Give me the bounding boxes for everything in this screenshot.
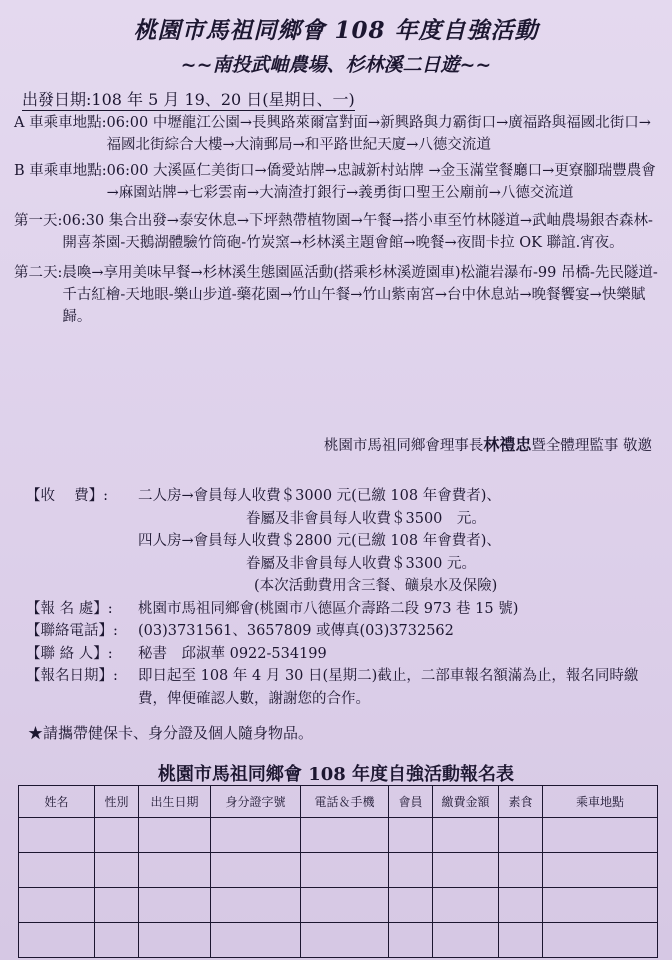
table-row[interactable]	[19, 923, 658, 958]
col-name: 姓名	[19, 786, 95, 818]
col-member: 會員	[389, 786, 433, 818]
table-cell[interactable]	[433, 888, 499, 923]
table-cell[interactable]	[301, 853, 389, 888]
table-cell[interactable]	[543, 853, 658, 888]
bus-b-route: 06:00 大溪區仁美街口→僑愛站牌→忠誠新村站牌 →金玉滿堂餐廳口→更寮腳瑞豐農會→麻園站牌→七彩雲南→大湳渣打銀行→義勇街口聖王公廟前→八德交流道	[106, 163, 656, 201]
table-cell[interactable]	[19, 923, 95, 958]
table-cell[interactable]	[499, 888, 543, 923]
table-cell[interactable]	[19, 818, 95, 853]
fees-row	[26, 485, 666, 508]
departure-date: 出發日期:108 年 5 月 19、20 日(星期日、一)	[22, 90, 355, 109]
itinerary-section	[14, 112, 664, 328]
table-cell[interactable]	[301, 923, 389, 958]
day2-block	[14, 262, 664, 328]
reg-date-label: 【報名日期】:	[26, 668, 118, 684]
table-cell[interactable]	[139, 853, 211, 888]
table-cell[interactable]	[389, 888, 433, 923]
day1-label: 第一天:	[14, 213, 63, 229]
fees-label: 【收 費】:	[26, 488, 108, 504]
table-cell[interactable]	[211, 923, 301, 958]
form-title: 桃園市馬祖同鄉會 108 年度自強活動報名表	[157, 764, 515, 785]
signup-table	[18, 785, 658, 958]
table-cell[interactable]	[95, 818, 139, 853]
table-cell[interactable]	[389, 853, 433, 888]
col-phone: 電話＆手機	[301, 786, 389, 818]
table-cell[interactable]	[19, 888, 95, 923]
col-birthdate: 出生日期	[139, 786, 211, 818]
col-id-number: 身分證字號	[211, 786, 301, 818]
day1-text: 06:30 集合出發→泰安休息→下坪熱帶植物園→午餐→搭小車至竹林隧道→武岫農場銀杏森林-開喜茶園-天鵝湖體驗竹筒砲-竹炭窯→杉林溪主題會館→晚餐→夜間卡拉 OK 聯誼.宵夜。	[62, 213, 653, 251]
table-cell[interactable]	[433, 853, 499, 888]
bus-b-block	[14, 160, 664, 204]
table-cell[interactable]	[499, 853, 543, 888]
table-cell[interactable]	[433, 818, 499, 853]
col-gender: 性別	[95, 786, 139, 818]
table-cell[interactable]	[95, 888, 139, 923]
table-cell[interactable]	[211, 888, 301, 923]
table-cell[interactable]	[499, 923, 543, 958]
reg-date-row	[26, 665, 666, 710]
table-cell[interactable]	[139, 888, 211, 923]
table-row[interactable]	[19, 818, 658, 853]
day1-block	[14, 210, 664, 254]
contact-row	[26, 643, 666, 666]
table-cell[interactable]	[19, 853, 95, 888]
fees-line-2: 眷屬及非會員每人收費＄3500 元。	[246, 510, 486, 527]
bus-a-block	[14, 112, 664, 156]
table-cell[interactable]	[389, 818, 433, 853]
signature-line	[324, 432, 652, 455]
table-cell[interactable]	[211, 818, 301, 853]
fees-line-3: 四人房→會員每人收費＄2800 元(已繳 108 年會費者)、	[138, 533, 501, 549]
bus-b-label: B 車乘車地點:	[14, 163, 107, 179]
registration-place-row	[26, 598, 666, 621]
table-cell[interactable]	[301, 888, 389, 923]
table-cell[interactable]	[389, 923, 433, 958]
fees-line-4: 眷屬及非會員每人收費＄3300 元。	[246, 555, 477, 572]
table-cell[interactable]	[543, 923, 658, 958]
table-cell[interactable]	[95, 853, 139, 888]
flyer-subtitle: ~~南投武岫農場、杉林溪二日遊~~	[180, 54, 492, 76]
col-vegetarian: 素食	[499, 786, 543, 818]
phone-row	[26, 620, 666, 643]
signature-name: 林禮忠	[483, 435, 532, 454]
table-cell[interactable]	[433, 923, 499, 958]
col-amount: 繳費金額	[433, 786, 499, 818]
registration-place-value: 桃園市馬祖同鄉會(桃園市八德區介壽路二段 973 巷 15 號)	[138, 600, 519, 617]
table-row[interactable]	[19, 888, 658, 923]
phone-value: (03)3731561、3657809 或傳真(03)3732562	[138, 623, 454, 639]
flyer-title: 桃園市馬祖同鄉會 108 年度自強活動	[133, 17, 539, 44]
table-row[interactable]	[19, 853, 658, 888]
fees-line-5: (本次活動費用含三餐、礦泉水及保險)	[254, 578, 498, 594]
info-section	[26, 485, 666, 710]
reg-date-value: 即日起至 108 年 4 月 30 日(星期二)截止，二部車報名額滿為止，報名同時繳費，俾便確認人數，謝謝您的合作。	[138, 668, 639, 707]
table-cell[interactable]	[543, 818, 658, 853]
bus-a-label: A 車乘車地點:	[14, 115, 107, 131]
signature-prefix: 桃園市馬祖同鄉會理事長	[323, 438, 484, 454]
day2-label: 第二天:	[14, 265, 63, 281]
items-note: ★請攜帶健保卡、身分證及個人隨身物品。	[28, 724, 314, 742]
registration-place-label: 【報 名 處】:	[26, 600, 113, 617]
contact-value: 秘書 邱淑華 0922-534199	[138, 645, 327, 662]
contact-label: 【聯 絡 人】:	[26, 645, 113, 662]
table-cell[interactable]	[211, 853, 301, 888]
col-boarding: 乘車地點	[543, 786, 658, 818]
table-cell[interactable]	[301, 818, 389, 853]
phone-label: 【聯絡電話】:	[26, 623, 118, 639]
table-cell[interactable]	[543, 888, 658, 923]
bus-a-route: 06:00 中壢龍江公園→長興路萊爾富對面→新興路與力霸街口→廣福路與福國北街口→福國北街綜合大樓→大湳郵局→和平路世紀天廈→八德交流道	[106, 115, 651, 153]
table-cell[interactable]	[499, 818, 543, 853]
table-cell[interactable]	[139, 923, 211, 958]
fees-line-1: 二人房→會員每人收費＄3000 元(已繳 108 年會費者)、	[138, 488, 501, 504]
table-cell[interactable]	[139, 818, 211, 853]
signature-suffix: 暨全體理監事 敬邀	[531, 438, 652, 454]
table-cell[interactable]	[95, 923, 139, 958]
day2-text: 晨喚→享用美味早餐→杉林溪生態園區活動(搭乘杉林溪遊園車)松瀧岩瀑布-99 吊橋-先民隧道-千古紅檜-天地眼-樂山步道-藥花園→竹山午餐→竹山紫南宮→台中休息站→晚餐饗宴→快樂賦歸。	[62, 265, 658, 325]
signup-header-row	[19, 786, 658, 818]
